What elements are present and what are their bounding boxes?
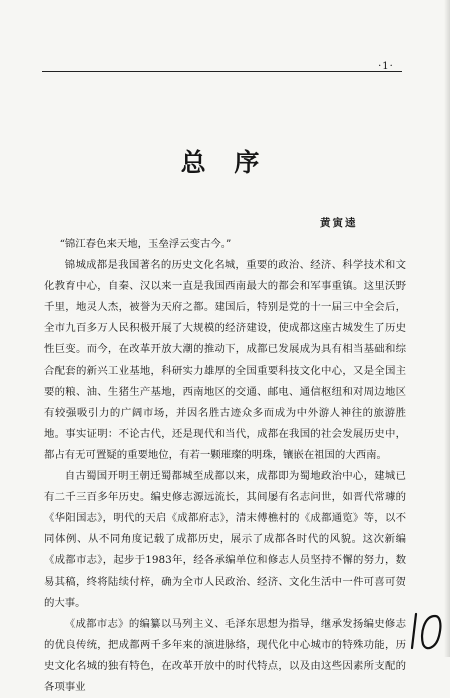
author-name: 黄寅逵 (320, 217, 358, 229)
paragraph: 《成都市志》的编纂以马列主义、毛泽东思想为指导，继承发扬编史修志的优良传统，把成都两千多年来的演进脉络，现代化中心城市的特殊功能，历史文化名城的独有特色，在改革开放中的时代特点，以及由这些因素所支配的各项事业 (44, 617, 406, 693)
opening-quote: “锦江春色来天地，玉垒浮云变古今。” (59, 238, 232, 250)
header-rule (42, 71, 402, 72)
page-number: ·1· (378, 61, 394, 72)
paragraph: 锦城成都是我国著名的历史文化名城，重要的政治、经济、科学技术和文化教育中心，自秦、汉以来一直是我国西南最大的都会和军事重镇。这里沃野千里，地灵人杰，被誉为天府之都。建国后，特别是党的十一届三中全会后，全市九百多万人民积极开展了大规模的经济建设，使成都这座古城发生了历史性巨变。而今，在改革开放大潮的推动下，成都已发展成为具有相当基础和综合配套的新兴工业基地，科研实力雄厚的全国重要科技文化中心，又是全国主要的粮、油、生猪生产基地，西南地区的交通、邮电、通信枢纽和对周边地区有较强吸引力的广阔市场，并因名胜古迹众多而成为中外游人神往的旅游胜地。事实证明：不论古代，还是现代和当代，成都在我国的社会发展历史中，都占有无可置疑的重要地位，有若一颗璀璨的明珠，镶嵌在祖国的大西南。 (44, 259, 406, 461)
page-edge-shadow (444, 0, 450, 657)
page-title: 总 序 (180, 148, 270, 177)
handwritten-page-mark (408, 604, 448, 654)
body-text (44, 234, 406, 698)
paragraph: 自古蜀国开明王朝迁蜀都城至成都以来，成都即为蜀地政治中心，建城已有二千三百多年历史。编史修志源远流长，其间屡有名志问世，如晋代常璩的《华阳国志》，明代的天启《成都府志》，清末傅樵村的《成都通览》等，以不同体例、从不同角度记载了成都历史，展示了成都各时代的风貌。这次新编《成都市志》，起步于1983年，经各承编单位和修志人员坚持不懈的努力，数易其稿，终将陆续付梓，确为全市人民政治、经济、文化生活中一件可喜可贺的大事。 (44, 470, 406, 609)
